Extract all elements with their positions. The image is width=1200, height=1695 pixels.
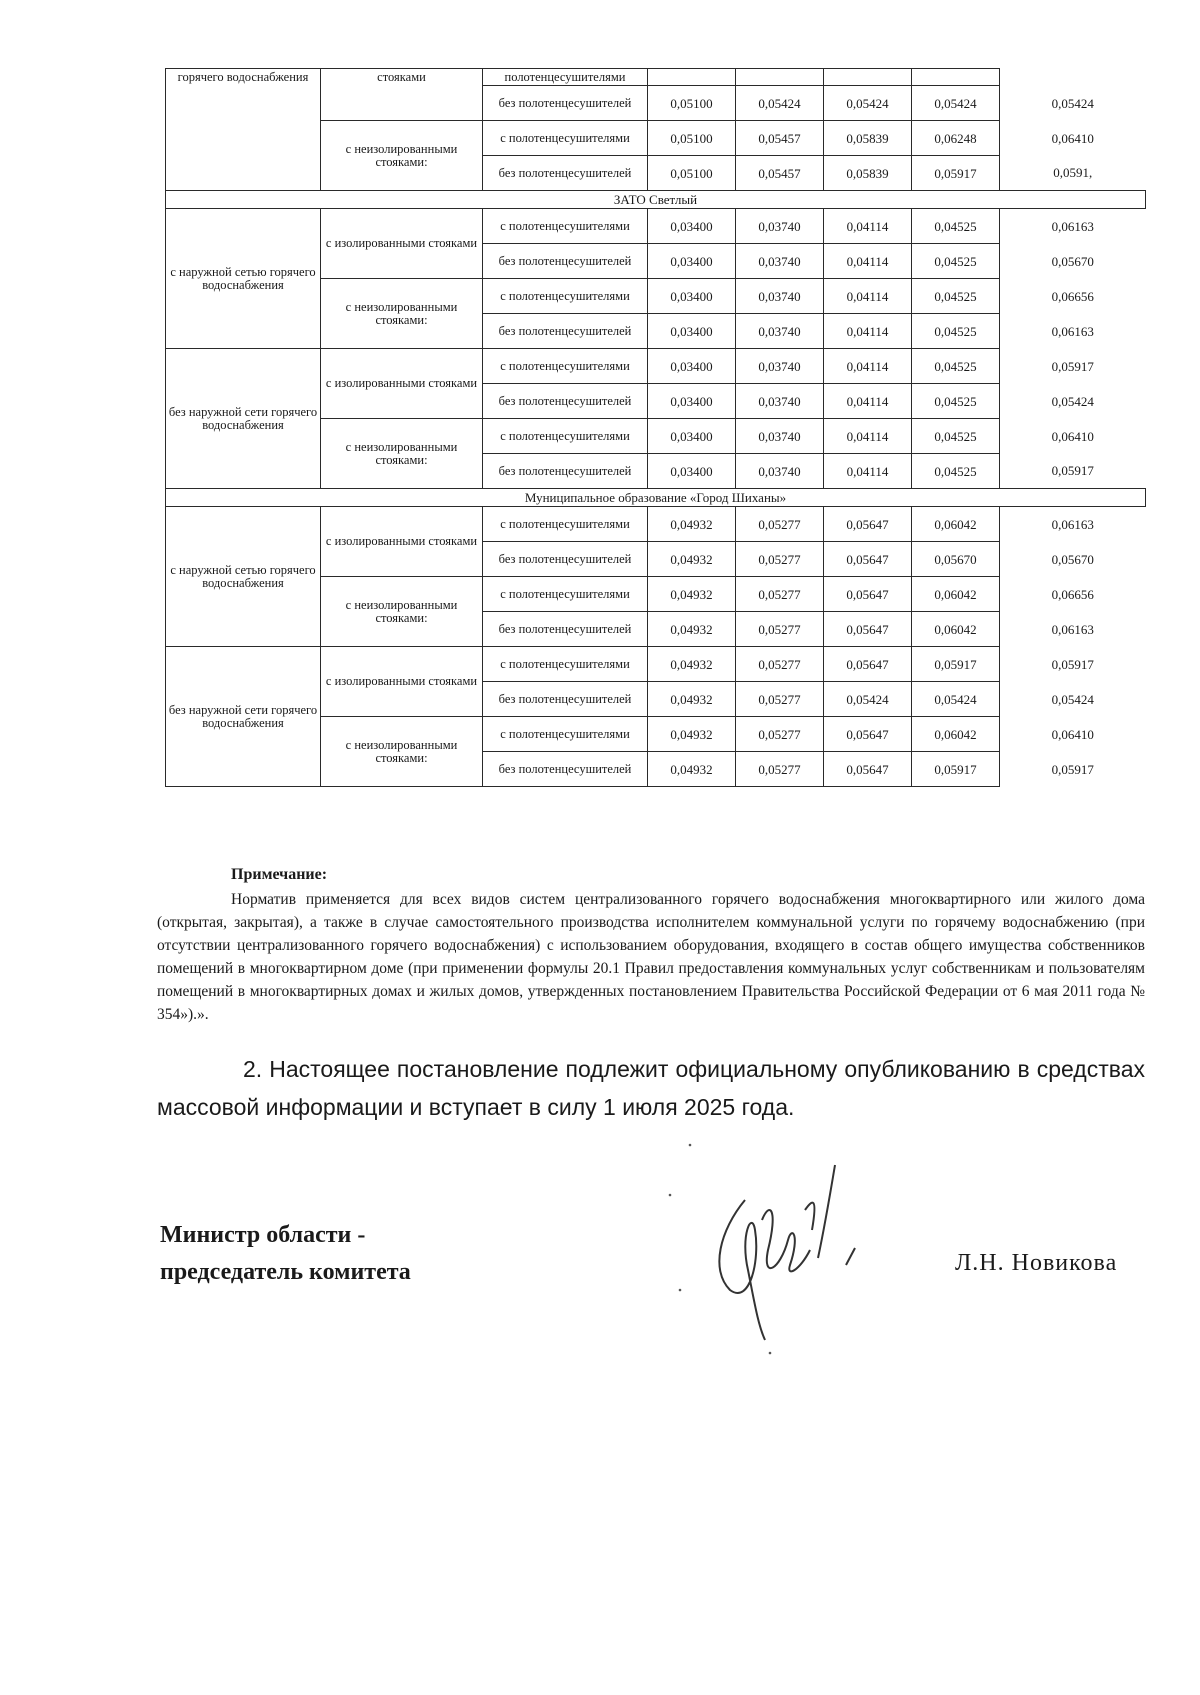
value-cell: 0,05917 — [912, 647, 1000, 682]
value-cell: 0,06042 — [912, 577, 1000, 612]
value-cell: 0,04525 — [912, 349, 1000, 384]
subgroup-label: с неизолированными стояками: — [321, 419, 483, 489]
towel-dryer-cell: с полотенцесушителями — [483, 577, 648, 612]
value-cell: 0,05424 — [736, 86, 824, 121]
group-label: с наружной сетью горячего водоснабжения — [166, 507, 321, 647]
value-cell: 0,06042 — [912, 507, 1000, 542]
value-cell: 0,04525 — [912, 419, 1000, 454]
value-cell: 0,06656 — [1000, 577, 1146, 612]
note-text: Норматив применяется для всех видов систем централизованного горячего водоснабжения многоквартирного или жилого дома (открытая, закрытая), а также в случае самостоятельного производства исполнителем коммунальной услуги по горячему водоснабжению (при отсутствии централизованного горячего водоснабжения) с использованием оборудования, входящего в состав общего имущества собственников помещений в многоквартирном доме (при применении формулы 20.1 Правил предоставления коммунальных услуг собственникам и пользователям помещений в многоквартирных домах и жилых домов, утвержденных постановлением Правительства Российской Федерации от 6 мая 2011 года № 354»).». — [157, 891, 1145, 1023]
value-cell: 0,05100 — [648, 121, 736, 156]
value-cell: 0,04525 — [912, 279, 1000, 314]
value-cell: 0,05647 — [824, 542, 912, 577]
towel-dryer-cell: с полотенцесушителями — [483, 279, 648, 314]
value-cell: 0,05670 — [1000, 542, 1146, 577]
value-cell: 0,05917 — [1000, 454, 1146, 489]
value-cell: 0,05917 — [912, 156, 1000, 191]
region-heading: Муниципальное образование «Город Шиханы» — [166, 489, 1146, 507]
value-cell: 0,04525 — [912, 454, 1000, 489]
value-cell: 0,03400 — [648, 279, 736, 314]
value-cell: 0,05647 — [824, 717, 912, 752]
value-cell: 0,06163 — [1000, 612, 1146, 647]
towel-dryer-cell: с полотенцесушителями — [483, 647, 648, 682]
table-row — [166, 191, 1146, 209]
value-cell: 0,06163 — [1000, 507, 1146, 542]
towel-dryer-cell: с полотенцесушителями — [483, 419, 648, 454]
value-cell: 0,05839 — [824, 121, 912, 156]
value-cell: 0,05277 — [736, 507, 824, 542]
value-cell: 0,03400 — [648, 209, 736, 244]
value-cell: 0,05277 — [736, 647, 824, 682]
value-cell: 0,04932 — [648, 612, 736, 647]
value-cell: 0,05424 — [824, 682, 912, 717]
value-cell: 0,03740 — [736, 279, 824, 314]
value-cell: 0,04114 — [824, 349, 912, 384]
note-title: Примечание: — [231, 866, 328, 883]
towel-dryer-cell: с полотенцесушителями — [483, 121, 648, 156]
value-cell: 0,06042 — [912, 717, 1000, 752]
towel-dryer-cell: без полотенцесушителей — [483, 86, 648, 121]
towel-dryer-cell: с полотенцесушителями — [483, 209, 648, 244]
value-cell: 0,03740 — [736, 454, 824, 489]
value-cell: 0,06656 — [1000, 279, 1146, 314]
value-cell: 0,03400 — [648, 349, 736, 384]
subgroup-label: с неизолированными стояками: — [321, 121, 483, 191]
value-cell: 0,05424 — [912, 86, 1000, 121]
towel-dryer-cell: с полотенцесушителями — [483, 349, 648, 384]
towel-dryer-cell: без полотенцесушителей — [483, 612, 648, 647]
value-cell — [648, 69, 736, 86]
value-cell: 0,05100 — [648, 86, 736, 121]
value-cell: 0,05277 — [736, 542, 824, 577]
value-cell: 0,04525 — [912, 209, 1000, 244]
value-cell: 0,06042 — [912, 612, 1000, 647]
value-cell: 0,04932 — [648, 717, 736, 752]
value-cell: 0,04114 — [824, 384, 912, 419]
value-cell: 0,03400 — [648, 314, 736, 349]
signatory-name: Л.Н. Новикова — [955, 1250, 1118, 1276]
value-cell — [824, 69, 912, 86]
decree-paragraph-2: 2. Настоящее постановление подлежит официальному опубликованию в средствах массовой информации и вступает в силу 1 июля 2025 года. — [157, 1056, 1145, 1120]
value-cell: 0,04932 — [648, 752, 736, 787]
value-cell: 0,03400 — [648, 419, 736, 454]
towel-dryer-cell: без полотенцесушителей — [483, 542, 648, 577]
value-cell: 0,05917 — [912, 752, 1000, 787]
value-cell: 0,05839 — [824, 156, 912, 191]
table-row — [166, 489, 1146, 507]
value-cell — [736, 69, 824, 86]
value-cell: 0,05647 — [824, 647, 912, 682]
value-cell: 0,05424 — [1000, 384, 1146, 419]
towel-dryer-cell: с полотенцесушителями — [483, 507, 648, 542]
group-label: без наружной сети горячего водоснабжения — [166, 647, 321, 787]
value-cell: 0,05917 — [1000, 752, 1146, 787]
table-row — [166, 209, 1146, 244]
value-cell: 0,04932 — [648, 577, 736, 612]
value-cell: 0,05457 — [736, 156, 824, 191]
value-cell: 0,06163 — [1000, 209, 1146, 244]
subgroup-label: с изолированными стояками — [321, 209, 483, 279]
towel-dryer-cell: с полотенцесушителями — [483, 717, 648, 752]
value-cell: 0,03740 — [736, 244, 824, 279]
subgroup-label: стояками — [321, 69, 483, 121]
value-cell: 0,06163 — [1000, 314, 1146, 349]
value-cell: 0,04932 — [648, 647, 736, 682]
value-cell: 0,04932 — [648, 507, 736, 542]
subgroup-label: с изолированными стояками — [321, 647, 483, 717]
value-cell: 0,05917 — [1000, 349, 1146, 384]
value-cell: 0,06410 — [1000, 419, 1146, 454]
value-cell: 0,05670 — [1000, 244, 1146, 279]
towel-dryer-cell: без полотенцесушителей — [483, 454, 648, 489]
group-label: горячего водоснабжения — [166, 69, 321, 191]
value-cell: 0,05917 — [1000, 647, 1146, 682]
value-cell — [1000, 69, 1146, 86]
value-cell: 0,05647 — [824, 577, 912, 612]
value-cell: 0,05424 — [824, 86, 912, 121]
value-cell: 0,03400 — [648, 454, 736, 489]
value-cell: 0,03400 — [648, 244, 736, 279]
value-cell: 0,05424 — [1000, 86, 1146, 121]
value-cell: 0,05277 — [736, 717, 824, 752]
table-row — [166, 349, 1146, 384]
region-heading: ЗАТО Светлый — [166, 191, 1146, 209]
value-cell: 0,04525 — [912, 314, 1000, 349]
towel-dryer-cell: без полотенцесушителей — [483, 314, 648, 349]
value-cell: 0,05277 — [736, 682, 824, 717]
value-cell: 0,05277 — [736, 577, 824, 612]
subgroup-label: с изолированными стояками — [321, 507, 483, 577]
signatory-role — [160, 1217, 411, 1291]
value-cell: 0,05277 — [736, 612, 824, 647]
value-cell: 0,03740 — [736, 349, 824, 384]
value-cell: 0,06410 — [1000, 121, 1146, 156]
value-cell — [912, 69, 1000, 86]
value-cell: 0,04114 — [824, 244, 912, 279]
normative-table — [165, 68, 1146, 787]
value-cell: 0,05424 — [1000, 682, 1146, 717]
value-cell: 0,04525 — [912, 384, 1000, 419]
value-cell: 0,05100 — [648, 156, 736, 191]
value-cell: 0,05670 — [912, 542, 1000, 577]
group-label: без наружной сети горячего водоснабжения — [166, 349, 321, 489]
value-cell: 0,05647 — [824, 752, 912, 787]
towel-dryer-cell: полотенцесушителями — [483, 69, 648, 86]
table-row — [166, 507, 1146, 542]
value-cell: 0,05424 — [912, 682, 1000, 717]
value-cell: 0,03740 — [736, 384, 824, 419]
value-cell: 0,04114 — [824, 279, 912, 314]
value-cell: 0,04114 — [824, 454, 912, 489]
table-row — [166, 647, 1146, 682]
value-cell: 0,06248 — [912, 121, 1000, 156]
value-cell: 0,04932 — [648, 682, 736, 717]
towel-dryer-cell: без полотенцесушителей — [483, 384, 648, 419]
towel-dryer-cell: без полотенцесушителей — [483, 752, 648, 787]
value-cell: 0,04114 — [824, 419, 912, 454]
subgroup-label: с изолированными стояками — [321, 349, 483, 419]
subgroup-label: с неизолированными стояками: — [321, 717, 483, 787]
table-row — [166, 69, 1146, 86]
towel-dryer-cell: без полотенцесушителей — [483, 156, 648, 191]
value-cell: 0,04932 — [648, 542, 736, 577]
value-cell: 0,04114 — [824, 314, 912, 349]
value-cell: 0,05647 — [824, 507, 912, 542]
value-cell: 0,04114 — [824, 209, 912, 244]
value-cell: 0,03400 — [648, 384, 736, 419]
subgroup-label: с неизолированными стояками: — [321, 279, 483, 349]
value-cell: 0,03740 — [736, 419, 824, 454]
value-cell: 0,03740 — [736, 314, 824, 349]
value-cell: 0,03740 — [736, 209, 824, 244]
towel-dryer-cell: без полотенцесушителей — [483, 682, 648, 717]
value-cell: 0,06410 — [1000, 717, 1146, 752]
value-cell: 0,05277 — [736, 752, 824, 787]
subgroup-label: с неизолированными стояками: — [321, 577, 483, 647]
value-cell: 0,05647 — [824, 612, 912, 647]
towel-dryer-cell: без полотенцесушителей — [483, 244, 648, 279]
signatory-role-line1: Министр области - — [160, 1222, 366, 1248]
value-cell: 0,04525 — [912, 244, 1000, 279]
signatory-role-line2: председатель комитета — [160, 1259, 411, 1285]
handwritten-signature — [650, 1140, 940, 1360]
value-cell: 0,0591, — [1000, 156, 1146, 191]
value-cell: 0,05457 — [736, 121, 824, 156]
group-label: с наружной сетью горячего водоснабжения — [166, 209, 321, 349]
